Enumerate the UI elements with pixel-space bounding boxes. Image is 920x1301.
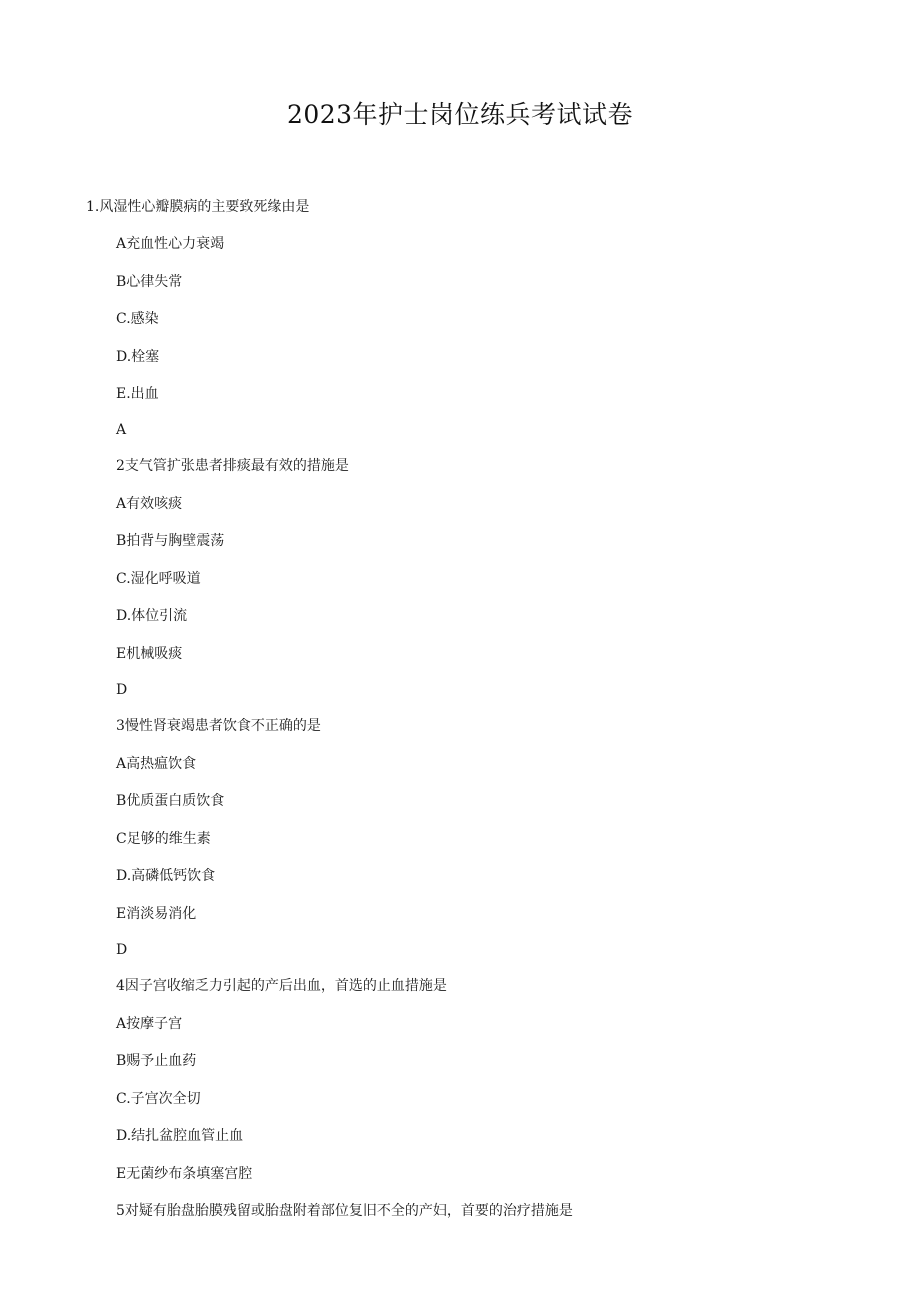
question-option: D.栓塞 [116,349,160,365]
question-option: B优质蛋白质饮食 [116,793,225,809]
question-option: A高热瘟饮食 [116,756,197,772]
question-option: A充血性心力衰竭 [116,236,225,252]
question-option: C.子宫次全切 [116,1091,201,1107]
question-option: D.体位引流 [116,608,188,624]
question-option: D.高磷低钙饮食 [116,868,216,884]
question-option: B赐予止血药 [116,1053,197,1069]
question-option: E机械吸痰 [116,646,183,662]
question-option: D.结扎盆腔血管止血 [116,1128,244,1144]
question-stem: 5对疑有胎盘胎膜残留或胎盘附着部位复旧不全的产妇，首要的治疗措施是 [116,1203,573,1219]
question-option: E.出血 [116,386,159,402]
question-option: E消淡易消化 [116,906,197,922]
answer-key: D [116,682,128,698]
question-stem: 2支气管扩张患者排痰最有效的措施是 [116,458,349,474]
document-title: 2023年护士岗位练兵考试试卷 [286,100,634,129]
question-option: A按摩子宫 [116,1016,183,1032]
answer-key: A [116,422,127,438]
question-option: B拍背与胸壁震荡 [116,533,225,549]
answer-key: D [116,942,128,958]
question-option: C足够的维生素 [116,831,211,847]
question-option: A有效咳痰 [116,496,183,512]
question-option: E无菌纱布条填塞宫腔 [116,1166,253,1182]
question-stem: 3慢性肾衰竭患者饮食不正确的是 [116,718,321,734]
question-option: C.湿化呼吸道 [116,571,201,587]
question-stem: 4因子宫收缩乏力引起的产后出血，首选的止血措施是 [116,978,447,994]
question-stem: 1.风湿性心瓣膜病的主要致死缘由是 [86,199,310,215]
question-option: C.感染 [116,311,159,327]
question-option: B心律失常 [116,274,183,290]
